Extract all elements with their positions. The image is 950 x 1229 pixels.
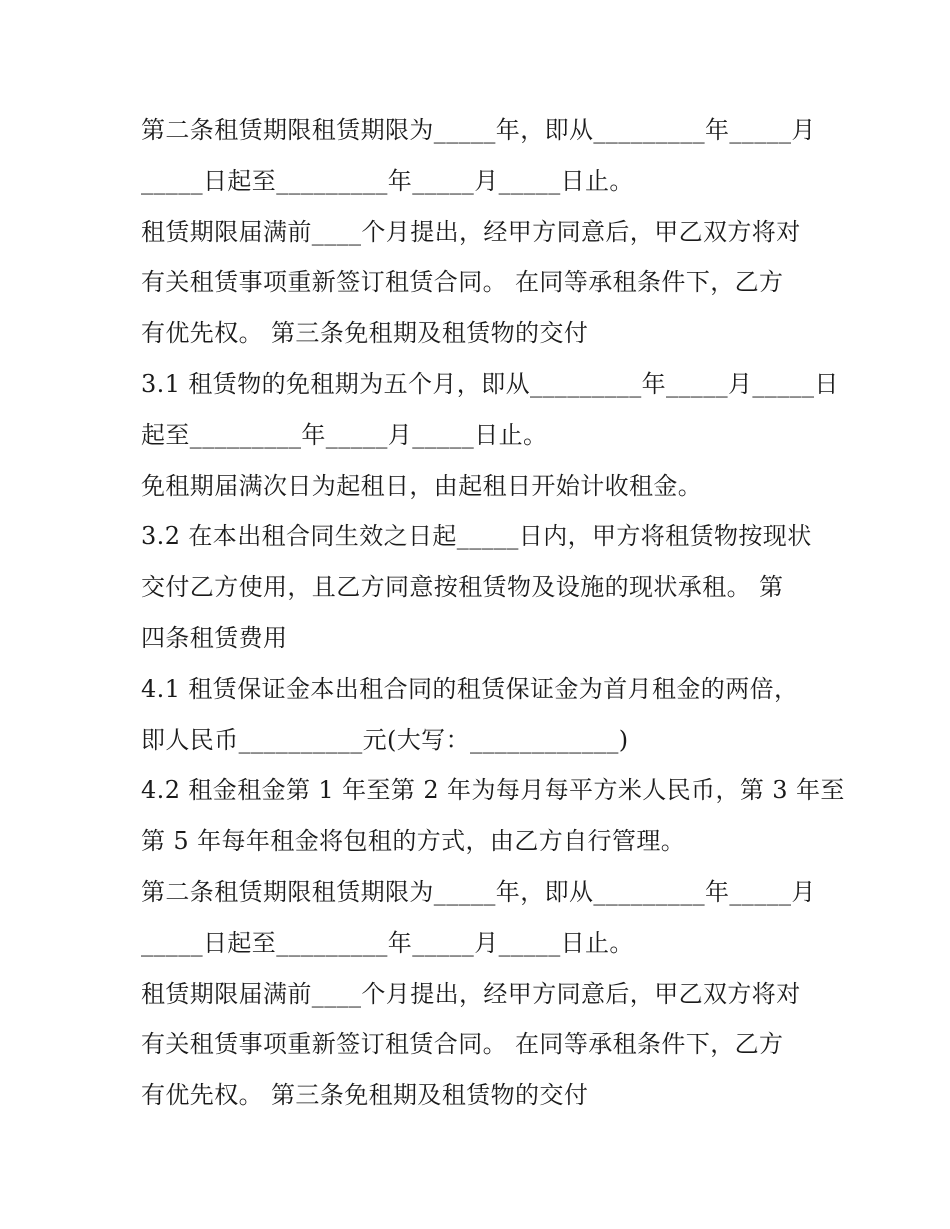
contract-text bbox=[141, 105, 845, 1121]
text-line: 第二条租赁期限租赁期限为_____年，即从_________年_____月 bbox=[141, 877, 816, 906]
text-line: 即人民币__________元(大写：____________) bbox=[141, 725, 629, 754]
text-line: 免租期届满次日为起租日，由起租日开始计收租金。 bbox=[141, 471, 703, 500]
text-line: 第 5 年每年租金将包租的方式，由乙方自行管理。 bbox=[141, 827, 686, 856]
text-line: 四条租赁费用 bbox=[141, 623, 288, 652]
text-line: 起至_________年_____月_____日止。 bbox=[141, 420, 548, 449]
text-line: 第二条租赁期限租赁期限为_____年，即从_________年_____月 bbox=[141, 116, 816, 144]
text-line: 有关租赁事项重新签订租赁合同。 在同等承租条件下，乙方 bbox=[141, 1030, 784, 1059]
text-line: 有优先权。 第三条免租期及租赁物的交付 bbox=[141, 1081, 589, 1110]
text-line: 交付乙方使用，且乙方同意按租赁物及设施的现状承租。 第 bbox=[141, 573, 784, 602]
text-line: 4.2 租金租金第 1 年至第 2 年为每月每平方米人民币，第 3 年至 bbox=[141, 776, 845, 805]
text-line: 3.2 在本出租合同生效之日起_____日内，甲方将租赁物按现状 bbox=[141, 522, 812, 551]
text-line: _____日起至_________年_____月_____日止。 bbox=[141, 928, 634, 957]
text-line: _____日起至_________年_____月_____日止。 bbox=[141, 166, 634, 195]
text-line: 租赁期限届满前____个月提出，经甲方同意后，甲乙双方将对 bbox=[141, 217, 801, 246]
text-line: 有优先权。 第三条免租期及租赁物的交付 bbox=[141, 319, 589, 348]
text-line: 4.1 租赁保证金本出租合同的租赁保证金为首月租金的两倍， bbox=[141, 674, 799, 703]
text-line: 有关租赁事项重新签订租赁合同。 在同等承租条件下，乙方 bbox=[141, 268, 784, 297]
text-line: 3.1 租赁物的免租期为五个月，即从_________年_____月_____日 bbox=[141, 369, 839, 398]
text-line: 租赁期限届满前____个月提出，经甲方同意后，甲乙双方将对 bbox=[141, 979, 801, 1008]
